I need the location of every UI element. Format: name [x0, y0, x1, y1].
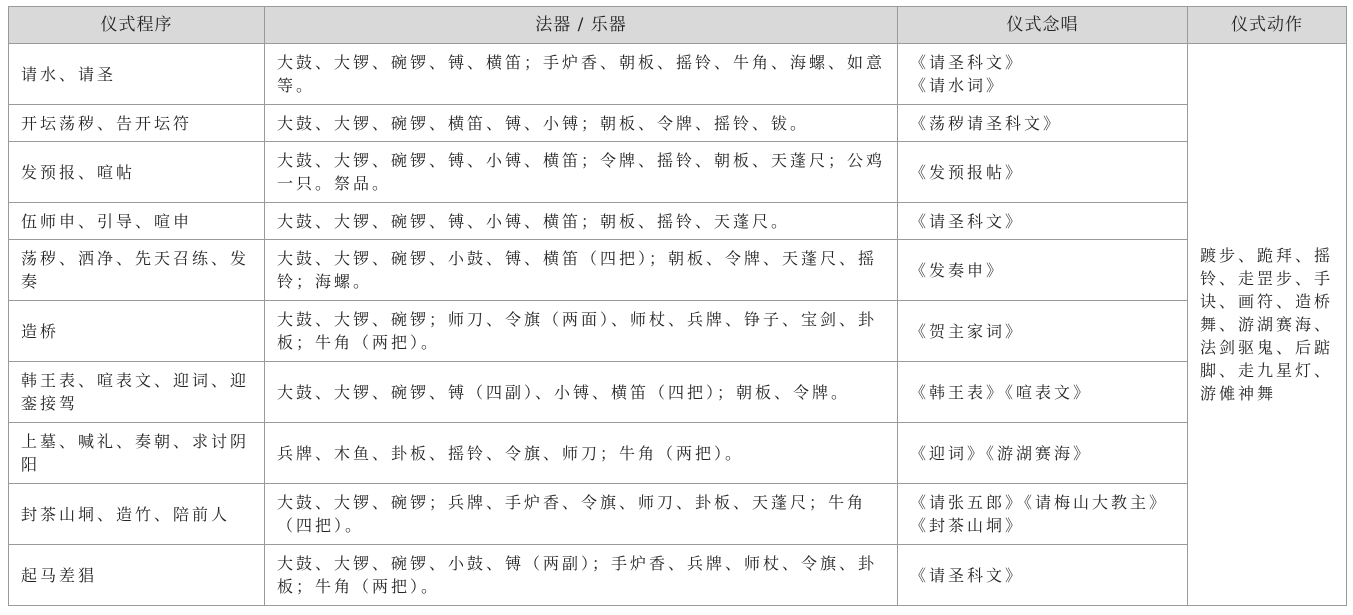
- chant-text: 《发预报帖》: [910, 162, 1025, 182]
- header-row: [9, 7, 1347, 44]
- actions-cell: 踱步、跪拜、摇铃、走罡步、手诀、画符、造桥舞、游湖赛海、法剑驱鬼、后踮脚、走九星灯、游傩神舞: [1188, 44, 1347, 606]
- chants-cell: [898, 240, 1188, 301]
- header-instruments: 法器 / 乐器: [265, 7, 898, 44]
- chants-cell: [898, 105, 1188, 142]
- header-actions: 仪式动作: [1188, 7, 1347, 44]
- table-row: [9, 105, 1347, 142]
- procedure-cell: 伍师申、引导、喧申: [9, 203, 265, 240]
- procedure-cell: 发预报、喧帖: [9, 142, 265, 203]
- chants-cell: [898, 44, 1188, 105]
- chant-text: 《荡秽请圣科文》: [910, 113, 1063, 133]
- chants-cell: [898, 203, 1188, 240]
- procedure-cell: 上墓、喊礼、奏朝、求讨阴阳: [9, 423, 265, 484]
- table-row: [9, 362, 1347, 423]
- table-row: [9, 301, 1347, 362]
- chant-text: 《贺主家词》: [910, 321, 1025, 341]
- table-row: [9, 484, 1347, 545]
- table-header: [9, 7, 1347, 44]
- table-row: [9, 44, 1347, 105]
- instruments-cell: 大鼓、大锣、碗锣；兵牌、手炉香、令旗、师刀、卦板、天蓬尺；牛角（四把）。: [265, 484, 898, 545]
- table-row: [9, 203, 1347, 240]
- chants-cell: [898, 301, 1188, 362]
- chant-text: 《韩王表》《喧表文》: [910, 382, 1093, 402]
- chant-text: 《请张五郎》《请梅山大教主》: [910, 493, 1169, 512]
- table-row: [9, 423, 1347, 484]
- table-row: [9, 240, 1347, 301]
- procedure-cell: 荡秽、洒净、先天召练、发奏: [9, 240, 265, 301]
- chants-cell: [898, 484, 1188, 545]
- header-procedure: 仪式程序: [9, 7, 265, 44]
- instruments-cell: 大鼓、大锣、碗锣；师刀、令旗（两面）、师杖、兵牌、铮子、宝剑、卦板；牛角（两把）。: [265, 301, 898, 362]
- chants-cell: [898, 142, 1188, 203]
- header-chants: 仪式念唱: [898, 7, 1188, 44]
- procedure-cell: 封茶山垌、造竹、陪前人: [9, 484, 265, 545]
- chants-cell: [898, 362, 1188, 423]
- procedure-cell: 起马差猖: [9, 545, 265, 606]
- chants-cell: [898, 545, 1188, 606]
- chants-cell: [898, 423, 1188, 484]
- chant-text: 《请圣科文》: [910, 211, 1025, 231]
- table-row: [9, 545, 1347, 606]
- instruments-cell: 大鼓、大锣、碗锣、镈、小镈、横笛；令牌、摇铃、朝板、天蓬尺；公鸡一只。祭品。: [265, 142, 898, 203]
- instruments-cell: 大鼓、大锣、碗锣、小鼓、镈（两副）；手炉香、兵牌、师杖、令旗、卦板；牛角（两把）。: [265, 545, 898, 606]
- procedure-cell: 开坛荡秽、告开坛符: [9, 105, 265, 142]
- table-row: [9, 142, 1347, 203]
- instruments-cell: 大鼓、大锣、碗锣、小鼓、镈、横笛（四把）；朝板、令牌、天蓬尺、摇铃；海螺。: [265, 240, 898, 301]
- ritual-table: [8, 6, 1347, 606]
- chant-text: 《请圣科文》: [910, 565, 1025, 585]
- chant-text: 《发奏申》: [910, 260, 1006, 280]
- instruments-cell: 大鼓、大锣、碗锣、横笛、镈、小镈；朝板、令牌、摇铃、钹。: [265, 105, 898, 142]
- procedure-cell: 造桥: [9, 301, 265, 362]
- procedure-cell: 请水、请圣: [9, 44, 265, 105]
- table-body: [9, 44, 1347, 606]
- instruments-cell: 大鼓、大锣、碗锣、镈、小镈、横笛；朝板、摇铃、天蓬尺。: [265, 203, 898, 240]
- instruments-cell: 大鼓、大锣、碗锣、镈（四副）、小镈、横笛（四把）；朝板、令牌。: [265, 362, 898, 423]
- instruments-cell: 大鼓、大锣、碗锣、镈、横笛；手炉香、朝板、摇铃、牛角、海螺、如意等。: [265, 44, 898, 105]
- chant-text: 《迎词》《游湖赛海》: [910, 443, 1093, 463]
- chant-text: 《请圣科文》: [910, 53, 1025, 72]
- procedure-cell: 韩王表、喧表文、迎词、迎銮接驾: [9, 362, 265, 423]
- instruments-cell: 兵牌、木鱼、卦板、摇铃、令旗、师刀；牛角（两把）。: [265, 423, 898, 484]
- chant-text: 《封茶山垌》: [910, 516, 1025, 535]
- chant-text: 《请水词》: [910, 76, 1006, 95]
